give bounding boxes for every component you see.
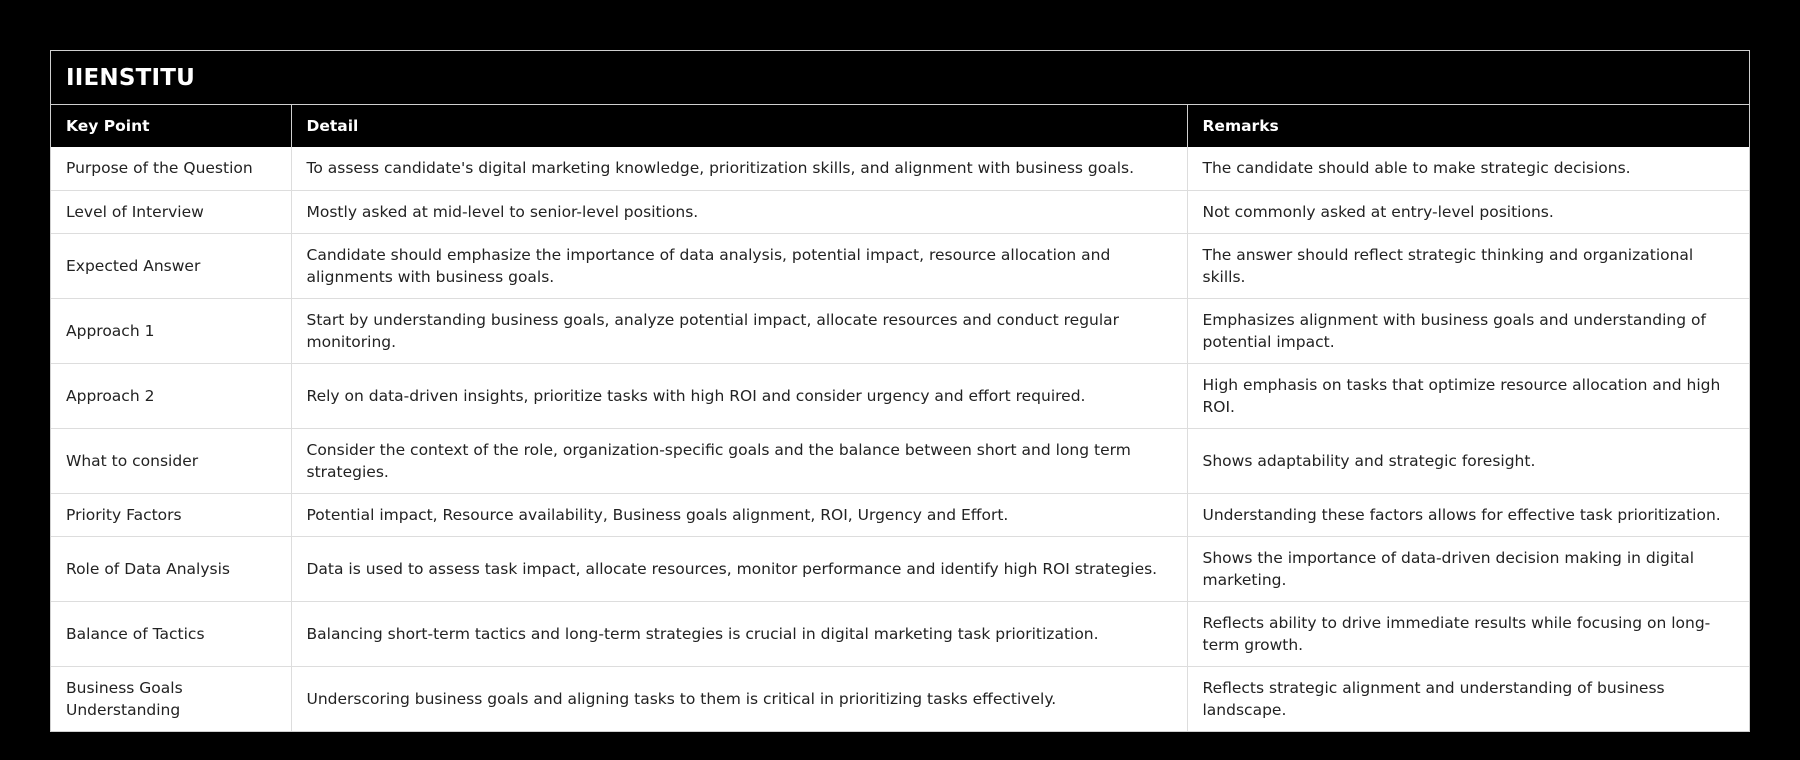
table-row xyxy=(51,493,1749,536)
remarks-cell: Understanding these factors allows for effective task prioritization. xyxy=(1187,493,1749,536)
table-row xyxy=(51,536,1749,601)
data-table xyxy=(51,105,1749,731)
detail-cell: Balancing short-term tactics and long-term strategies is crucial in digital marketing task prioritization. xyxy=(291,601,1187,666)
table-title: IIENSTITU xyxy=(51,51,1749,105)
remarks-cell: The candidate should able to make strategic decisions. xyxy=(1187,147,1749,190)
key-point-cell: Role of Data Analysis xyxy=(51,536,291,601)
column-header-detail: Detail xyxy=(291,105,1187,147)
remarks-cell: Not commonly asked at entry-level positions. xyxy=(1187,190,1749,233)
remarks-cell: High emphasis on tasks that optimize resource allocation and high ROI. xyxy=(1187,363,1749,428)
remarks-cell: Shows the importance of data-driven decision making in digital marketing. xyxy=(1187,536,1749,601)
key-point-cell: Purpose of the Question xyxy=(51,147,291,190)
header-row xyxy=(51,105,1749,147)
table-row xyxy=(51,601,1749,666)
column-header-remarks: Remarks xyxy=(1187,105,1749,147)
detail-cell: Consider the context of the role, organization-specific goals and the balance between short and long term strategies. xyxy=(291,428,1187,493)
key-point-cell: Balance of Tactics xyxy=(51,601,291,666)
table-row xyxy=(51,233,1749,298)
detail-cell: Start by understanding business goals, analyze potential impact, allocate resources and conduct regular monitoring. xyxy=(291,298,1187,363)
key-point-cell: Approach 2 xyxy=(51,363,291,428)
key-point-cell: Priority Factors xyxy=(51,493,291,536)
table-row xyxy=(51,298,1749,363)
key-point-cell: Approach 1 xyxy=(51,298,291,363)
detail-cell: Data is used to assess task impact, allocate resources, monitor performance and identify high ROI strategies. xyxy=(291,536,1187,601)
detail-cell: Underscoring business goals and aligning tasks to them is critical in prioritizing tasks effectively. xyxy=(291,666,1187,731)
key-point-cell: Business Goals Understanding xyxy=(51,666,291,731)
detail-cell: Rely on data-driven insights, prioritize tasks with high ROI and consider urgency and effort required. xyxy=(291,363,1187,428)
remarks-cell: Emphasizes alignment with business goals and understanding of potential impact. xyxy=(1187,298,1749,363)
column-header-key-point: Key Point xyxy=(51,105,291,147)
remarks-cell: Reflects strategic alignment and understanding of business landscape. xyxy=(1187,666,1749,731)
table-row xyxy=(51,363,1749,428)
table-row xyxy=(51,428,1749,493)
detail-cell: To assess candidate's digital marketing knowledge, prioritization skills, and alignment with business goals. xyxy=(291,147,1187,190)
table-row xyxy=(51,147,1749,190)
detail-cell: Mostly asked at mid-level to senior-level positions. xyxy=(291,190,1187,233)
table-row xyxy=(51,666,1749,731)
key-points-table xyxy=(50,50,1750,732)
remarks-cell: Shows adaptability and strategic foresight. xyxy=(1187,428,1749,493)
remarks-cell: Reflects ability to drive immediate results while focusing on long-term growth. xyxy=(1187,601,1749,666)
key-point-cell: Expected Answer xyxy=(51,233,291,298)
remarks-cell: The answer should reflect strategic thinking and organizational skills. xyxy=(1187,233,1749,298)
detail-cell: Candidate should emphasize the importance of data analysis, potential impact, resource allocation and alignments with business goals. xyxy=(291,233,1187,298)
key-point-cell: What to consider xyxy=(51,428,291,493)
detail-cell: Potential impact, Resource availability, Business goals alignment, ROI, Urgency and Effort. xyxy=(291,493,1187,536)
table-row xyxy=(51,190,1749,233)
key-point-cell: Level of Interview xyxy=(51,190,291,233)
